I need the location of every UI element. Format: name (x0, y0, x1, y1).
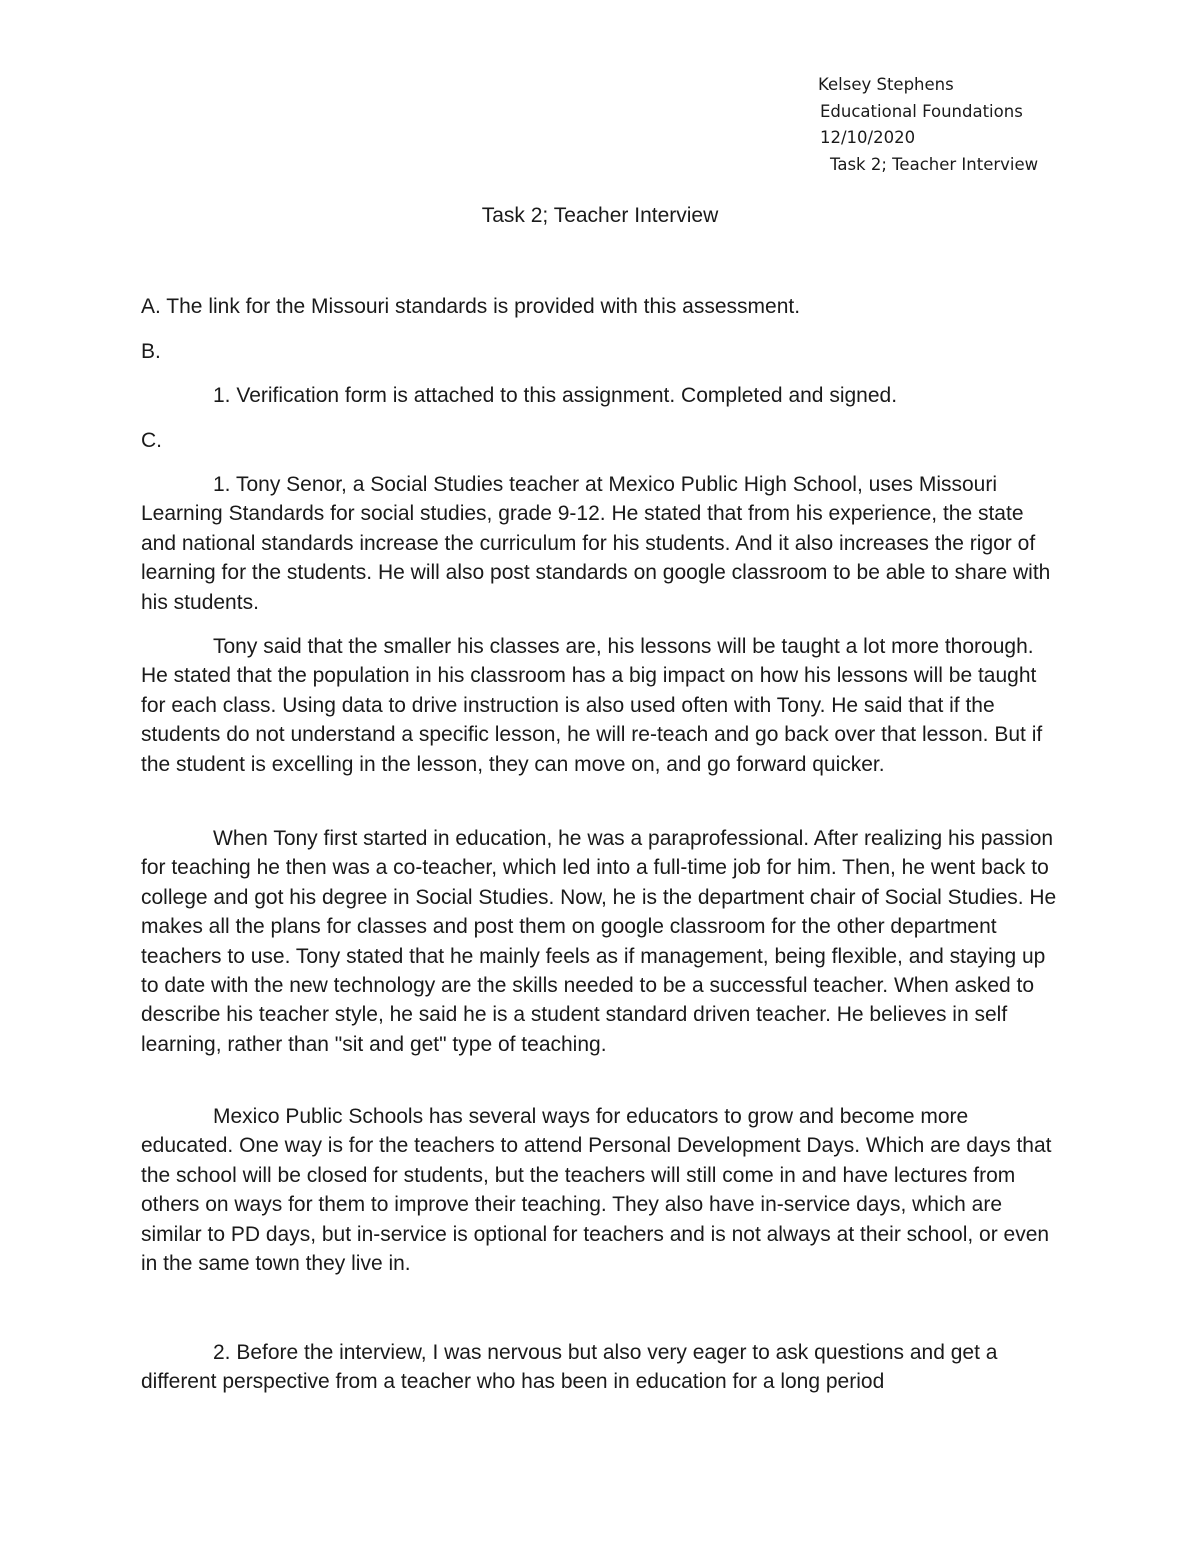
header-block (818, 72, 1038, 178)
document-title: Task 2; Teacher Interview (481, 204, 719, 227)
section-b-item-1: 1. Verification form is attached to this assignment. Completed and signed. (213, 384, 898, 407)
paragraph: Tony said that the smaller his classes are, his lessons will be taught a lot more thorough. He stated that the population in his classroom has a big impact on how his lessons will be taught for each class. Using data to drive instruction is also used often with Tony. He said that if the students do not understand a specific lesson, he will re-teach and go back over that lesson. But if the student is excelling in the lesson, they can move on, and go forward quicker. (141, 635, 1043, 776)
paragraph: 1. Tony Senor, a Social Studies teacher at Mexico Public High School, uses Missouri Learning Standards for social studies, grade 9-12. He stated that from his experience, the state and national standards increase the curriculum for his students. And it also increases the rigor of learning for the students. He will also post standards on google classroom to be able to share with his students. (141, 473, 1051, 614)
section-c: C. (141, 429, 162, 452)
course-name: Educational Foundations (820, 101, 1023, 121)
section-b: B. (141, 340, 161, 363)
paragraph: Mexico Public Schools has several ways for educators to grow and become more educated. One way is for the teachers to attend Personal Development Days. Which are days that the school will be closed for students, but the teachers will still come in and have lectures from others on ways for them to improve their teaching. They also have in-service days, which are similar to PD days, but in-service is optional for teachers and is not always at their school, or even in the same town they live in. (141, 1105, 1052, 1276)
task-label: Task 2; Teacher Interview (830, 154, 1039, 174)
paragraph: 2. Before the interview, I was nervous but also very eager to ask questions and get a different perspective from a teacher who has been in education for a long period (141, 1341, 998, 1394)
author-name: Kelsey Stephens (818, 75, 954, 94)
paragraph: When Tony first started in education, he was a paraprofessional. After realizing his passion for teaching he then was a co-teacher, which led into a full-time job for him. Then, he went back to college and got his degree in Social Studies. Now, he is the department chair of Social Studies. He makes all the plans for classes and post them on google classroom for the other department teachers to use. Tony stated that he mainly feels as if management, being flexible, and staying up to date with the new technology are the skills needed to be a successful teacher. When asked to describe his teacher style, he said he is a student standard driven teacher. He believes in self learning, rather than "sit and get" type of teaching. (141, 827, 1057, 1056)
date: 12/10/2020 (820, 128, 916, 147)
section-a: A. The link for the Missouri standards is provided with this assessment. (141, 295, 801, 318)
